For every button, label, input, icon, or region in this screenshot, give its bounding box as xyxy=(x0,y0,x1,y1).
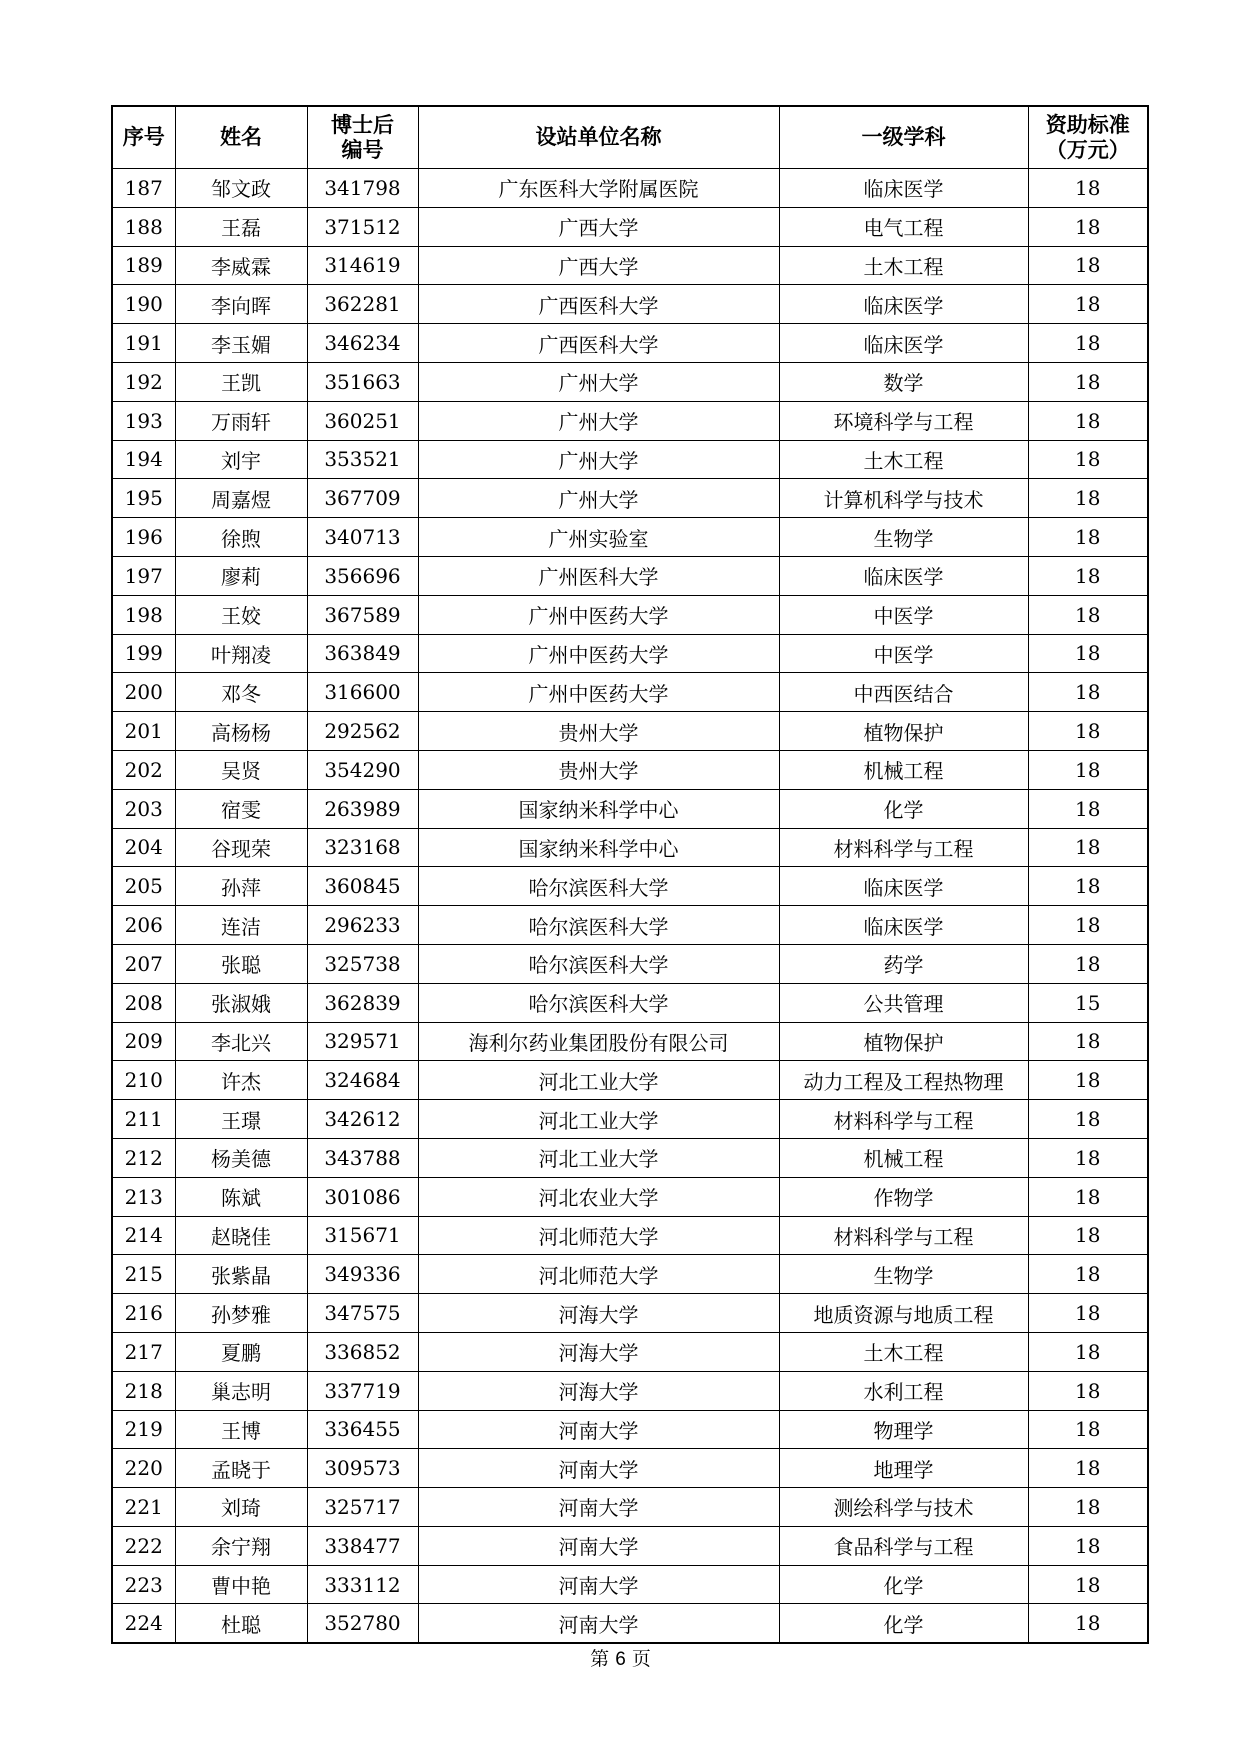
cell-postdoc-id: 362839 xyxy=(307,983,418,1022)
cell-discipline: 计算机科学与技术 xyxy=(779,479,1028,518)
table-row xyxy=(112,750,1148,789)
cell-name: 赵晓佳 xyxy=(175,1216,307,1255)
cell-funding: 18 xyxy=(1028,1177,1148,1216)
cell-seq: 215 xyxy=(112,1255,175,1294)
cell-unit: 广州大学 xyxy=(418,362,779,401)
cell-unit: 河南大学 xyxy=(418,1565,779,1604)
table-row xyxy=(112,1061,1148,1100)
cell-discipline: 临床医学 xyxy=(779,324,1028,363)
header-postdoc-id xyxy=(307,106,418,169)
cell-postdoc-id: 367589 xyxy=(307,595,418,634)
cell-seq: 205 xyxy=(112,867,175,906)
cell-unit: 河南大学 xyxy=(418,1604,779,1643)
cell-postdoc-id: 316600 xyxy=(307,673,418,712)
cell-discipline: 电气工程 xyxy=(779,207,1028,246)
cell-name: 曹中艳 xyxy=(175,1565,307,1604)
cell-unit: 海利尔药业集团股份有限公司 xyxy=(418,1022,779,1061)
cell-funding: 18 xyxy=(1028,1216,1148,1255)
table-row xyxy=(112,673,1148,712)
cell-seq: 219 xyxy=(112,1410,175,1449)
cell-unit: 广西大学 xyxy=(418,207,779,246)
cell-name: 高杨杨 xyxy=(175,712,307,751)
cell-unit: 哈尔滨医科大学 xyxy=(418,983,779,1022)
cell-name: 邹文政 xyxy=(175,169,307,208)
cell-seq: 223 xyxy=(112,1565,175,1604)
cell-funding: 18 xyxy=(1028,1022,1148,1061)
table-row xyxy=(112,1565,1148,1604)
cell-funding: 18 xyxy=(1028,440,1148,479)
footer-prefix: 第 xyxy=(590,1648,610,1670)
table-row xyxy=(112,1138,1148,1177)
cell-name: 巢志明 xyxy=(175,1371,307,1410)
cell-seq: 212 xyxy=(112,1138,175,1177)
cell-postdoc-id: 336455 xyxy=(307,1410,418,1449)
cell-name: 周嘉煜 xyxy=(175,479,307,518)
cell-seq: 210 xyxy=(112,1061,175,1100)
cell-name: 宿雯 xyxy=(175,789,307,828)
cell-postdoc-id: 314619 xyxy=(307,246,418,285)
header-postdoc-id-line2: 编号 xyxy=(341,137,384,162)
cell-funding: 18 xyxy=(1028,401,1148,440)
cell-funding: 18 xyxy=(1028,1294,1148,1333)
cell-seq: 213 xyxy=(112,1177,175,1216)
cell-postdoc-id: 360845 xyxy=(307,867,418,906)
cell-funding: 18 xyxy=(1028,1526,1148,1565)
cell-unit: 广西医科大学 xyxy=(418,285,779,324)
funding-table xyxy=(111,105,1149,1644)
cell-discipline: 中医学 xyxy=(779,634,1028,673)
table-row xyxy=(112,207,1148,246)
cell-unit: 哈尔滨医科大学 xyxy=(418,867,779,906)
cell-postdoc-id: 324684 xyxy=(307,1061,418,1100)
cell-name: 廖莉 xyxy=(175,556,307,595)
table-row xyxy=(112,828,1148,867)
table-row xyxy=(112,1332,1148,1371)
cell-postdoc-id: 354290 xyxy=(307,750,418,789)
cell-name: 许杰 xyxy=(175,1061,307,1100)
cell-discipline: 植物保护 xyxy=(779,1022,1028,1061)
cell-postdoc-id: 325717 xyxy=(307,1488,418,1527)
cell-discipline: 数学 xyxy=(779,362,1028,401)
cell-seq: 218 xyxy=(112,1371,175,1410)
table-body xyxy=(112,169,1148,1644)
cell-discipline: 动力工程及工程热物理 xyxy=(779,1061,1028,1100)
cell-name: 张淑娥 xyxy=(175,983,307,1022)
cell-discipline: 作物学 xyxy=(779,1177,1028,1216)
cell-unit: 广州大学 xyxy=(418,479,779,518)
cell-funding: 18 xyxy=(1028,712,1148,751)
cell-name: 刘宇 xyxy=(175,440,307,479)
cell-discipline: 公共管理 xyxy=(779,983,1028,1022)
table-row xyxy=(112,867,1148,906)
cell-name: 余宁翔 xyxy=(175,1526,307,1565)
table-row xyxy=(112,1604,1148,1643)
cell-seq: 208 xyxy=(112,983,175,1022)
table-row xyxy=(112,595,1148,634)
cell-seq: 214 xyxy=(112,1216,175,1255)
cell-seq: 194 xyxy=(112,440,175,479)
cell-name: 刘琦 xyxy=(175,1488,307,1527)
cell-postdoc-id: 367709 xyxy=(307,479,418,518)
cell-unit: 河北师范大学 xyxy=(418,1255,779,1294)
cell-seq: 192 xyxy=(112,362,175,401)
table-row xyxy=(112,1294,1148,1333)
table-row xyxy=(112,1526,1148,1565)
cell-name: 孟晓于 xyxy=(175,1449,307,1488)
cell-funding: 18 xyxy=(1028,1255,1148,1294)
cell-postdoc-id: 356696 xyxy=(307,556,418,595)
cell-name: 孙梦雅 xyxy=(175,1294,307,1333)
cell-discipline: 食品科学与工程 xyxy=(779,1526,1028,1565)
cell-discipline: 材料科学与工程 xyxy=(779,1100,1028,1139)
cell-discipline: 中西医结合 xyxy=(779,673,1028,712)
table-row xyxy=(112,518,1148,557)
cell-unit: 哈尔滨医科大学 xyxy=(418,944,779,983)
cell-name: 杨美德 xyxy=(175,1138,307,1177)
cell-name: 吴贤 xyxy=(175,750,307,789)
cell-postdoc-id: 336852 xyxy=(307,1332,418,1371)
cell-funding: 18 xyxy=(1028,1604,1148,1643)
cell-seq: 220 xyxy=(112,1449,175,1488)
cell-postdoc-id: 309573 xyxy=(307,1449,418,1488)
cell-unit: 河海大学 xyxy=(418,1371,779,1410)
cell-name: 李威霖 xyxy=(175,246,307,285)
cell-discipline: 植物保护 xyxy=(779,712,1028,751)
cell-name: 王璟 xyxy=(175,1100,307,1139)
cell-postdoc-id: 362281 xyxy=(307,285,418,324)
cell-funding: 18 xyxy=(1028,789,1148,828)
cell-unit: 河北工业大学 xyxy=(418,1061,779,1100)
cell-seq: 198 xyxy=(112,595,175,634)
cell-postdoc-id: 315671 xyxy=(307,1216,418,1255)
cell-postdoc-id: 323168 xyxy=(307,828,418,867)
cell-seq: 221 xyxy=(112,1488,175,1527)
cell-unit: 河南大学 xyxy=(418,1449,779,1488)
cell-funding: 15 xyxy=(1028,983,1148,1022)
header-postdoc-id-line1: 博士后 xyxy=(331,112,394,137)
cell-discipline: 土木工程 xyxy=(779,246,1028,285)
cell-discipline: 化学 xyxy=(779,1565,1028,1604)
cell-seq: 204 xyxy=(112,828,175,867)
cell-seq: 216 xyxy=(112,1294,175,1333)
cell-unit: 河南大学 xyxy=(418,1526,779,1565)
cell-unit: 河北工业大学 xyxy=(418,1138,779,1177)
cell-postdoc-id: 296233 xyxy=(307,906,418,945)
cell-seq: 190 xyxy=(112,285,175,324)
cell-funding: 18 xyxy=(1028,207,1148,246)
table-row xyxy=(112,789,1148,828)
cell-discipline: 环境科学与工程 xyxy=(779,401,1028,440)
table-row xyxy=(112,1449,1148,1488)
cell-seq: 200 xyxy=(112,673,175,712)
cell-seq: 211 xyxy=(112,1100,175,1139)
cell-seq: 206 xyxy=(112,906,175,945)
cell-name: 孙萍 xyxy=(175,867,307,906)
cell-unit: 国家纳米科学中心 xyxy=(418,789,779,828)
cell-discipline: 生物学 xyxy=(779,1255,1028,1294)
header-seq: 序号 xyxy=(112,106,175,169)
cell-funding: 18 xyxy=(1028,556,1148,595)
cell-discipline: 化学 xyxy=(779,1604,1028,1643)
cell-unit: 广西大学 xyxy=(418,246,779,285)
cell-funding: 18 xyxy=(1028,750,1148,789)
cell-funding: 18 xyxy=(1028,595,1148,634)
cell-postdoc-id: 338477 xyxy=(307,1526,418,1565)
cell-unit: 河南大学 xyxy=(418,1488,779,1527)
table-row xyxy=(112,285,1148,324)
cell-seq: 207 xyxy=(112,944,175,983)
cell-discipline: 临床医学 xyxy=(779,285,1028,324)
cell-postdoc-id: 325738 xyxy=(307,944,418,983)
cell-name: 谷现荣 xyxy=(175,828,307,867)
cell-postdoc-id: 342612 xyxy=(307,1100,418,1139)
cell-funding: 18 xyxy=(1028,518,1148,557)
cell-unit: 哈尔滨医科大学 xyxy=(418,906,779,945)
table-row xyxy=(112,1488,1148,1527)
cell-unit: 广州中医药大学 xyxy=(418,673,779,712)
cell-discipline: 临床医学 xyxy=(779,556,1028,595)
cell-postdoc-id: 346234 xyxy=(307,324,418,363)
cell-funding: 18 xyxy=(1028,828,1148,867)
cell-discipline: 临床医学 xyxy=(779,867,1028,906)
table-row xyxy=(112,1177,1148,1216)
cell-unit: 贵州大学 xyxy=(418,750,779,789)
table-row xyxy=(112,1371,1148,1410)
cell-seq: 209 xyxy=(112,1022,175,1061)
cell-postdoc-id: 349336 xyxy=(307,1255,418,1294)
cell-postdoc-id: 292562 xyxy=(307,712,418,751)
cell-unit: 广州医科大学 xyxy=(418,556,779,595)
header-name: 姓名 xyxy=(175,106,307,169)
cell-postdoc-id: 352780 xyxy=(307,1604,418,1643)
cell-seq: 224 xyxy=(112,1604,175,1643)
table-row xyxy=(112,906,1148,945)
cell-unit: 广州大学 xyxy=(418,401,779,440)
cell-postdoc-id: 347575 xyxy=(307,1294,418,1333)
table-header xyxy=(112,106,1148,169)
cell-unit: 广州实验室 xyxy=(418,518,779,557)
cell-postdoc-id: 341798 xyxy=(307,169,418,208)
cell-unit: 河海大学 xyxy=(418,1332,779,1371)
cell-seq: 202 xyxy=(112,750,175,789)
cell-name: 连洁 xyxy=(175,906,307,945)
cell-name: 杜聪 xyxy=(175,1604,307,1643)
cell-discipline: 临床医学 xyxy=(779,169,1028,208)
cell-unit: 河南大学 xyxy=(418,1410,779,1449)
cell-discipline: 土木工程 xyxy=(779,440,1028,479)
cell-unit: 广州中医药大学 xyxy=(418,634,779,673)
cell-discipline: 测绘科学与技术 xyxy=(779,1488,1028,1527)
cell-funding: 18 xyxy=(1028,1410,1148,1449)
cell-funding: 18 xyxy=(1028,1371,1148,1410)
cell-postdoc-id: 337719 xyxy=(307,1371,418,1410)
cell-postdoc-id: 371512 xyxy=(307,207,418,246)
cell-unit: 广州大学 xyxy=(418,440,779,479)
cell-funding: 18 xyxy=(1028,1138,1148,1177)
cell-funding: 18 xyxy=(1028,362,1148,401)
table-row xyxy=(112,1410,1148,1449)
table-row xyxy=(112,634,1148,673)
cell-discipline: 机械工程 xyxy=(779,1138,1028,1177)
table-row xyxy=(112,479,1148,518)
header-discipline: 一级学科 xyxy=(779,106,1028,169)
cell-name: 王磊 xyxy=(175,207,307,246)
table-row xyxy=(112,556,1148,595)
cell-seq: 195 xyxy=(112,479,175,518)
cell-postdoc-id: 263989 xyxy=(307,789,418,828)
cell-discipline: 化学 xyxy=(779,789,1028,828)
cell-funding: 18 xyxy=(1028,867,1148,906)
cell-funding: 18 xyxy=(1028,1100,1148,1139)
cell-unit: 河北师范大学 xyxy=(418,1216,779,1255)
table-row xyxy=(112,1100,1148,1139)
table-row xyxy=(112,440,1148,479)
cell-unit: 广东医科大学附属医院 xyxy=(418,169,779,208)
cell-name: 邓冬 xyxy=(175,673,307,712)
cell-unit: 河海大学 xyxy=(418,1294,779,1333)
table-row xyxy=(112,362,1148,401)
cell-name: 叶翔凌 xyxy=(175,634,307,673)
cell-postdoc-id: 360251 xyxy=(307,401,418,440)
cell-postdoc-id: 353521 xyxy=(307,440,418,479)
page-footer xyxy=(0,1644,1241,1671)
header-funding-line1: 资助标准 xyxy=(1045,112,1130,137)
cell-funding: 18 xyxy=(1028,906,1148,945)
cell-seq: 191 xyxy=(112,324,175,363)
cell-postdoc-id: 333112 xyxy=(307,1565,418,1604)
cell-funding: 18 xyxy=(1028,634,1148,673)
cell-funding: 18 xyxy=(1028,1332,1148,1371)
header-funding-line2: （万元） xyxy=(1045,137,1130,162)
cell-name: 张聪 xyxy=(175,944,307,983)
cell-name: 王姣 xyxy=(175,595,307,634)
cell-postdoc-id: 340713 xyxy=(307,518,418,557)
table-row xyxy=(112,401,1148,440)
cell-unit: 广西医科大学 xyxy=(418,324,779,363)
cell-funding: 18 xyxy=(1028,673,1148,712)
cell-discipline: 中医学 xyxy=(779,595,1028,634)
cell-funding: 18 xyxy=(1028,1061,1148,1100)
table-row xyxy=(112,169,1148,208)
cell-funding: 18 xyxy=(1028,169,1148,208)
cell-name: 王博 xyxy=(175,1410,307,1449)
cell-funding: 18 xyxy=(1028,1449,1148,1488)
cell-funding: 18 xyxy=(1028,1488,1148,1527)
cell-seq: 199 xyxy=(112,634,175,673)
cell-seq: 203 xyxy=(112,789,175,828)
cell-funding: 18 xyxy=(1028,324,1148,363)
cell-funding: 18 xyxy=(1028,1565,1148,1604)
cell-unit: 贵州大学 xyxy=(418,712,779,751)
cell-unit: 河北农业大学 xyxy=(418,1177,779,1216)
cell-unit: 国家纳米科学中心 xyxy=(418,828,779,867)
cell-name: 李玉媚 xyxy=(175,324,307,363)
cell-name: 万雨轩 xyxy=(175,401,307,440)
table-row xyxy=(112,944,1148,983)
table-row xyxy=(112,1216,1148,1255)
cell-seq: 189 xyxy=(112,246,175,285)
cell-seq: 196 xyxy=(112,518,175,557)
cell-discipline: 土木工程 xyxy=(779,1332,1028,1371)
cell-seq: 197 xyxy=(112,556,175,595)
cell-name: 陈斌 xyxy=(175,1177,307,1216)
page-number: 6 xyxy=(615,1649,626,1670)
cell-seq: 188 xyxy=(112,207,175,246)
cell-discipline: 地理学 xyxy=(779,1449,1028,1488)
header-row xyxy=(112,106,1148,169)
cell-postdoc-id: 301086 xyxy=(307,1177,418,1216)
table-row xyxy=(112,983,1148,1022)
cell-name: 王凯 xyxy=(175,362,307,401)
cell-name: 李向晖 xyxy=(175,285,307,324)
cell-name: 李北兴 xyxy=(175,1022,307,1061)
cell-discipline: 材料科学与工程 xyxy=(779,1216,1028,1255)
cell-discipline: 生物学 xyxy=(779,518,1028,557)
cell-discipline: 水利工程 xyxy=(779,1371,1028,1410)
cell-seq: 217 xyxy=(112,1332,175,1371)
cell-postdoc-id: 363849 xyxy=(307,634,418,673)
footer-suffix: 页 xyxy=(631,1648,651,1670)
header-funding xyxy=(1028,106,1148,169)
cell-seq: 222 xyxy=(112,1526,175,1565)
cell-name: 夏鹏 xyxy=(175,1332,307,1371)
table-row xyxy=(112,712,1148,751)
cell-discipline: 材料科学与工程 xyxy=(779,828,1028,867)
cell-funding: 18 xyxy=(1028,246,1148,285)
cell-postdoc-id: 343788 xyxy=(307,1138,418,1177)
cell-seq: 187 xyxy=(112,169,175,208)
cell-funding: 18 xyxy=(1028,285,1148,324)
cell-unit: 广州中医药大学 xyxy=(418,595,779,634)
cell-name: 徐煦 xyxy=(175,518,307,557)
table-row xyxy=(112,1022,1148,1061)
cell-name: 张紫晶 xyxy=(175,1255,307,1294)
table-row xyxy=(112,324,1148,363)
cell-discipline: 药学 xyxy=(779,944,1028,983)
cell-seq: 201 xyxy=(112,712,175,751)
table-row xyxy=(112,246,1148,285)
table-row xyxy=(112,1255,1148,1294)
header-unit: 设站单位名称 xyxy=(418,106,779,169)
cell-funding: 18 xyxy=(1028,479,1148,518)
cell-postdoc-id: 351663 xyxy=(307,362,418,401)
cell-unit: 河北工业大学 xyxy=(418,1100,779,1139)
cell-postdoc-id: 329571 xyxy=(307,1022,418,1061)
cell-discipline: 物理学 xyxy=(779,1410,1028,1449)
cell-discipline: 地质资源与地质工程 xyxy=(779,1294,1028,1333)
cell-funding: 18 xyxy=(1028,944,1148,983)
cell-discipline: 机械工程 xyxy=(779,750,1028,789)
cell-seq: 193 xyxy=(112,401,175,440)
cell-discipline: 临床医学 xyxy=(779,906,1028,945)
